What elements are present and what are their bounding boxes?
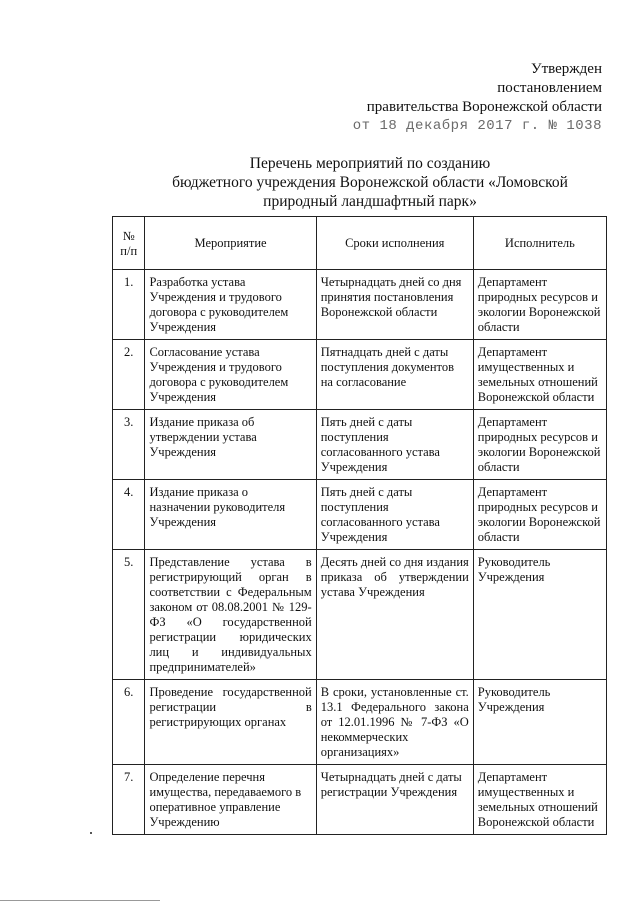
row-executor: Департамент природных ресурсов и экологии Воронежской области — [473, 410, 606, 480]
title-line-1: Перечень мероприятий по созданию — [249, 155, 491, 172]
row-event: Издание приказа об утверждении устава Учреждения — [145, 410, 316, 480]
row-executor: Руководитель Учреждения — [473, 680, 606, 765]
row-executor: Департамент имущественных и земельных отношений Воронежской области — [473, 340, 606, 410]
header-event: Мероприятие — [145, 217, 316, 270]
row-number: 3. — [113, 410, 145, 480]
header-executor: Исполнитель — [473, 217, 606, 270]
table-header-row — [113, 217, 607, 270]
header-deadline: Сроки исполнения — [316, 217, 473, 270]
approval-line-approved: Утвержден — [530, 61, 602, 77]
row-deadline: Десять дней со дня издания приказа об утверждении устава Учреждения — [316, 550, 473, 680]
table-row — [113, 765, 607, 835]
row-event: Издание приказа о назначении руководителя Учреждения — [145, 480, 316, 550]
row-deadline: Четырнадцать дней со дня принятия постановления Воронежской области — [316, 270, 473, 340]
events-table — [112, 216, 607, 835]
row-event: Разработка устава Учреждения и трудового договора с руководителем Учреждения — [145, 270, 316, 340]
table-row — [113, 480, 607, 550]
row-number: 6. — [113, 680, 145, 765]
row-executor: Департамент имущественных и земельных отношений Воронежской области — [473, 765, 606, 835]
approval-block — [353, 60, 602, 136]
table-row — [113, 340, 607, 410]
row-deadline: Пять дней с даты поступления согласованного устава Учреждения — [316, 480, 473, 550]
row-executor: Руководитель Учреждения — [473, 550, 606, 680]
header-number: № п/п — [113, 217, 145, 270]
row-number: 4. — [113, 480, 145, 550]
row-deadline: Пять дней с даты поступления согласованного устава Учреждения — [316, 410, 473, 480]
approval-line-government: правительства Воронежской области — [366, 99, 602, 115]
title-line-2: бюджетного учреждения Воронежской области «Ломовской — [172, 174, 568, 191]
row-number: 5. — [113, 550, 145, 680]
approval-date-number-stamp: от 18 декабря 2017 г. № 1038 — [352, 118, 602, 134]
row-deadline: В сроки, установленные ст. 13.1 Федерального закона от 12.01.1996 № 7-ФЗ «О некоммерческих организациях» — [316, 680, 473, 765]
row-event: Согласование устава Учреждения и трудового договора с руководителем Учреждения — [145, 340, 316, 410]
row-deadline: Пятнадцать дней с даты поступления документов на согласование — [316, 340, 473, 410]
table-row — [113, 410, 607, 480]
row-number: 2. — [113, 340, 145, 410]
row-event: Проведение государственной регистрации в регистрирующих органах — [145, 680, 316, 765]
scan-speck — [90, 832, 92, 834]
approval-line-resolution: постановлением — [497, 80, 602, 96]
row-event: Представление устава в регистрирующий орган в соответствии с Федеральным законом от 08.08.2001 № 129-ФЗ «О государственной регистрации юридических лиц и индивидуальных предпринимателей» — [145, 550, 316, 680]
table-row — [113, 270, 607, 340]
row-number: 1. — [113, 270, 145, 340]
row-number: 7. — [113, 765, 145, 835]
title-line-3: природный ландшафтный парк» — [263, 193, 477, 210]
document-title — [150, 154, 590, 211]
row-deadline: Четырнадцать дней с даты регистрации Учреждения — [316, 765, 473, 835]
table-row — [113, 680, 607, 765]
table-row — [113, 550, 607, 680]
row-executor: Департамент природных ресурсов и экологии Воронежской области — [473, 270, 606, 340]
row-event: Определение перечня имущества, передаваемого в оперативное управление Учреждению — [145, 765, 316, 835]
row-executor: Департамент природных ресурсов и экологии Воронежской области — [473, 480, 606, 550]
